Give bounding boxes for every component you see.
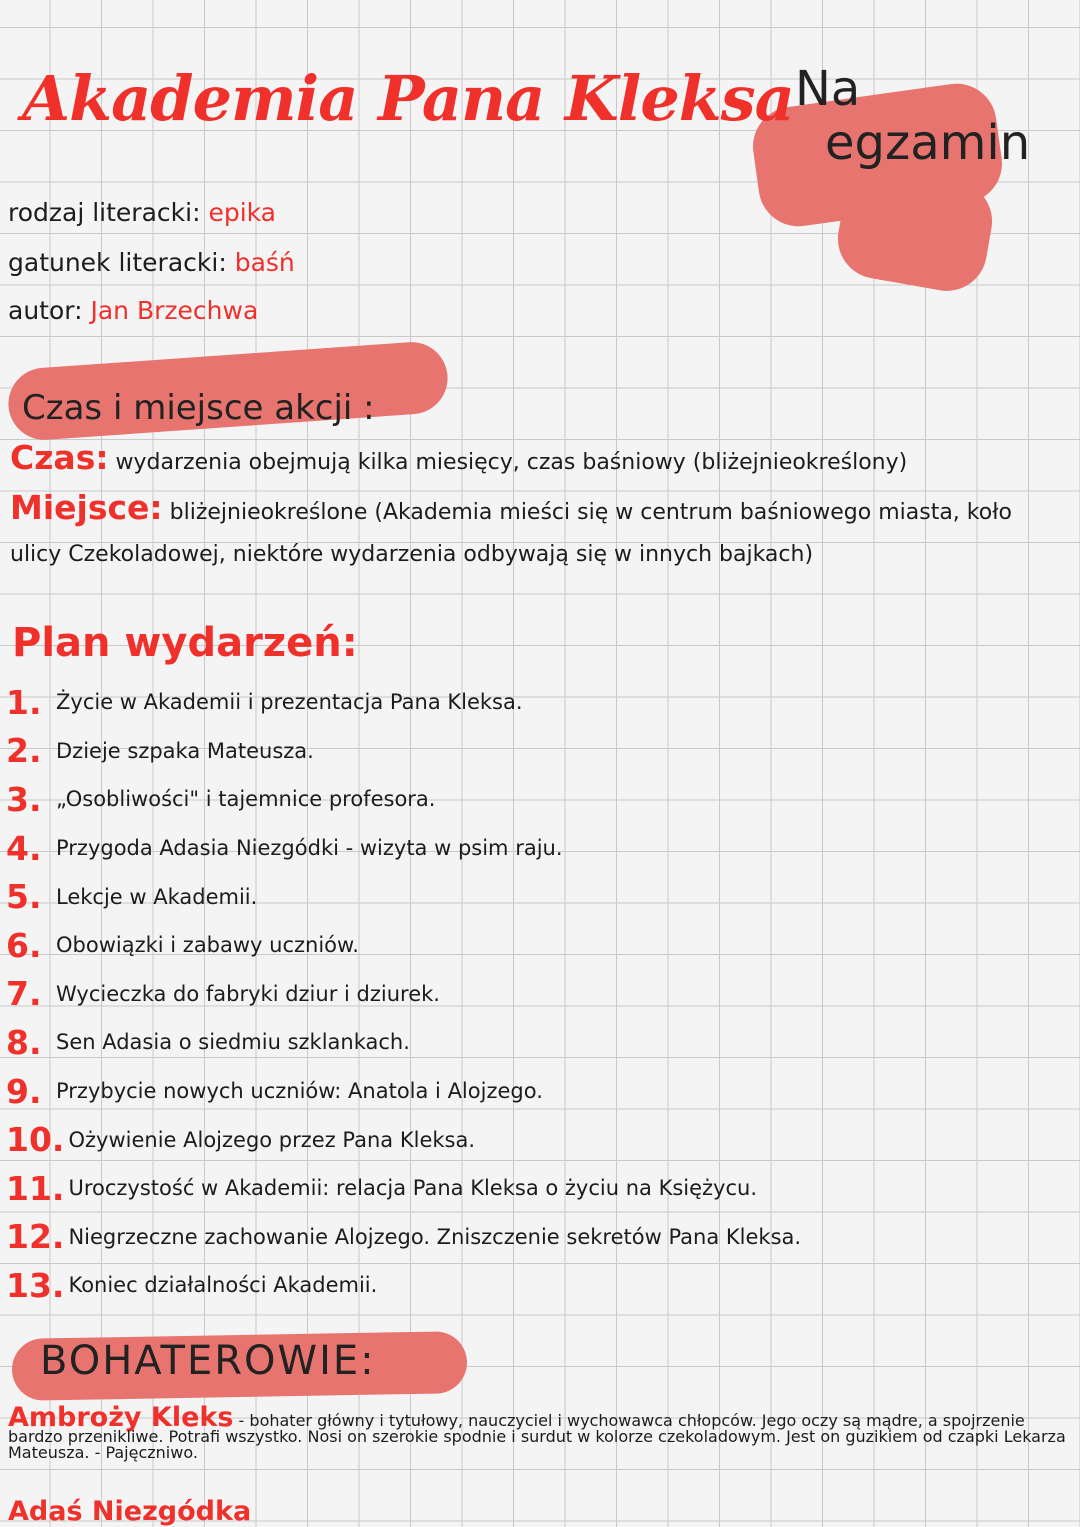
list-item	[6, 1018, 801, 1067]
place-row-continued	[10, 542, 1072, 567]
meta-label: autor:	[8, 296, 83, 325]
meta-author	[8, 296, 258, 325]
heroes-heading: BOHATEROWIE:	[40, 1338, 376, 1384]
list-item	[6, 921, 801, 970]
item-text: Niegrzeczne zachowanie Alojzego. Zniszczenie sekretów Pana Kleksa.	[68, 1224, 802, 1249]
hero-name: Ambroży Kleks	[8, 1402, 234, 1433]
item-number: 10.	[6, 1120, 65, 1160]
list-item	[6, 1261, 801, 1310]
time-text: wydarzenia obejmują kilka miesięcy, czas baśniowy (bliżejnieokreślony)	[115, 450, 908, 475]
item-number: 13.	[6, 1265, 65, 1305]
place-text: bliżejnieokreślone (Akademia mieści się w centrum baśniowego miasta, koło	[169, 500, 1012, 525]
item-text: Przybycie nowych uczniów: Anatola i Alojzego.	[56, 1079, 543, 1104]
item-number: 1.	[6, 682, 42, 722]
item-text: Życie w Akademii i prezentacja Pana Kleksa.	[56, 690, 523, 715]
list-item	[6, 727, 801, 776]
list-item	[6, 970, 801, 1019]
item-text: „Osobliwości" i tajemnice profesora.	[56, 787, 436, 812]
exam-note-line2: egzamin	[825, 115, 1031, 171]
time-row	[10, 438, 1072, 477]
meta-label: gatunek literacki:	[8, 248, 227, 277]
list-item	[6, 1213, 801, 1262]
item-number: 9.	[6, 1071, 42, 1111]
item-text: Dzieje szpaka Mateusza.	[56, 738, 314, 763]
list-item	[6, 824, 801, 873]
list-item	[6, 1067, 801, 1116]
time-label: Czas:	[10, 438, 109, 477]
list-item	[6, 872, 801, 921]
meta-value: Jan Brzechwa	[90, 296, 259, 325]
plan-list	[6, 678, 801, 1310]
meta-genre	[8, 248, 295, 277]
item-number: 12.	[6, 1217, 65, 1257]
item-text: Wycieczka do fabryki dziur i dziurek.	[56, 981, 440, 1006]
item-text: Przygoda Adasia Niezgódki - wizyta w psim raju.	[56, 836, 563, 861]
place-text-2: ulicy Czekoladowej, niektóre wydarzenia odbywają się w innych bajkach)	[10, 542, 814, 567]
meta-value: baśń	[234, 248, 295, 277]
list-item	[6, 678, 801, 727]
item-text: Koniec działalności Akademii.	[68, 1273, 378, 1298]
page-title: Akademia Pana Kleksa	[22, 62, 794, 135]
list-item	[6, 1115, 801, 1164]
item-text: Obowiązki i zabawy uczniów.	[56, 933, 359, 958]
exam-note-line1: Na	[795, 61, 861, 117]
item-number: 11.	[6, 1168, 65, 1208]
item-number: 4.	[6, 828, 42, 868]
hero-entry-kleks	[8, 1402, 1073, 1462]
hero-name: Adaś Niezgódka	[8, 1496, 252, 1527]
item-text: Uroczystość w Akademii: relacja Pana Kleksa o życiu na Księżycu.	[68, 1176, 758, 1201]
item-number: 8.	[6, 1022, 42, 1062]
place-label: Miejsce:	[10, 488, 163, 527]
item-text: Lekcje w Akademii.	[56, 884, 258, 909]
item-text: Sen Adasia o siedmiu szklankach.	[56, 1030, 410, 1055]
time-place-heading: Czas i miejsce akcji :	[22, 388, 375, 428]
item-number: 7.	[6, 974, 42, 1014]
item-number: 2.	[6, 731, 42, 771]
item-text: Ożywienie Alojzego przez Pana Kleksa.	[68, 1127, 476, 1152]
hero-description: - bohater główny i tytułowy, nauczyciel i wychowawca chłopców. Jego oczy są mądre, a spojrzenie bardzo przenikliwe. Potrafi wszystko. Nosi on szerokie spodnie i surdut w kolorze czekoladowym. Jest on guzikiem od czapki Lekarza Mateusza. - Pajęczniwo.	[8, 1411, 1066, 1462]
meta-label: rodzaj literacki:	[8, 198, 201, 227]
hero-entry-adas	[8, 1496, 251, 1527]
item-number: 3.	[6, 779, 42, 819]
item-number: 6.	[6, 925, 42, 965]
place-row	[10, 488, 1072, 527]
exam-note	[795, 62, 1030, 170]
plan-heading: Plan wydarzeń:	[12, 620, 358, 666]
list-item	[6, 1164, 801, 1213]
meta-value: epika	[208, 198, 277, 227]
meta-genre-kind	[8, 198, 276, 227]
list-item	[6, 775, 801, 824]
item-number: 5.	[6, 877, 42, 917]
